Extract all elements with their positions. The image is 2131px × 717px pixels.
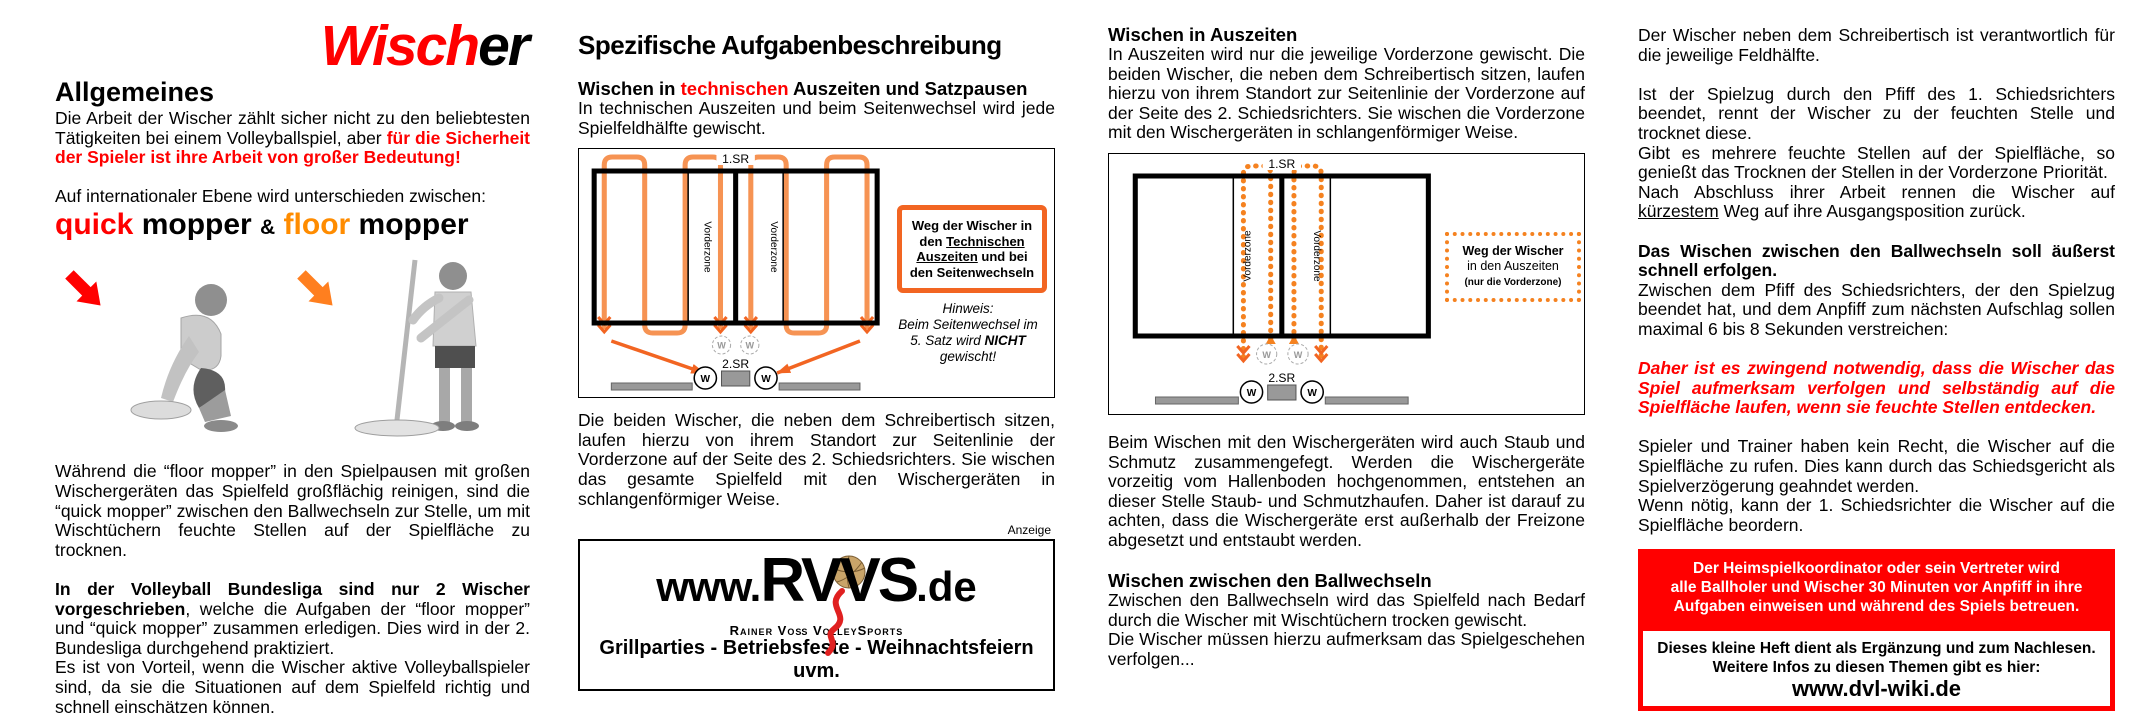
quick-mopper-photo — [103, 258, 293, 448]
redbox-line1: Der Heimspielkoordinator oder sein Vertreter wird — [1693, 560, 2060, 578]
auszeiten-paragraph: In Auszeiten wird nur die jeweilige Vorderzone gewischt. Die beiden Wischer, die neben dem Schreibertisch sitzen, laufen hierzu von ihrem Standort zur Seitenlinie der Vorderzone auf der Seite des 2. Schiedsrichters. Sie wischen die Vorderzone mit den Wischergeräten in schlangenförmiger Weise. — [1108, 44, 1585, 143]
runoff-arrow-right — [777, 341, 860, 373]
floor-quick-description: Während die “floor mopper” in den Spielpausen mit großen Wischergeräten das Spielfeld großflächig reinigen, sind die “quick mopper” zwischen den Ballwechseln zur Stelle, um mit Wischtüchern feuchte Stellen auf der Spielfläche zu trocknen. — [55, 461, 530, 560]
redbox-line3: Aufgaben einweisen und während des Spiels betreuen. — [1673, 598, 2080, 616]
diagram-technische-auszeiten — [578, 148, 1055, 398]
first-referee-label: 1.SR — [722, 152, 750, 167]
mopper2-label: mopper — [350, 208, 469, 242]
svg-text:W: W — [745, 340, 755, 351]
diagram1-note-box — [897, 205, 1047, 293]
second-referee-label-2: 2.SR — [1268, 371, 1296, 385]
svg-text:W: W — [1246, 388, 1257, 399]
svg-text:W: W — [717, 340, 726, 351]
svg-text:W: W — [1293, 350, 1303, 360]
technische-auszeiten-description: Die beiden Wischer, die neben dem Schreibertisch sitzen, laufen hierzu von ihrem Standort zur Seitenlinie der Vorderzone auf der Seite des 2. Schiedsrichters. Sie wischen das gesamte Spielfeld mit den Wischergeräten in schlangenförmiger Weise. — [578, 410, 1055, 509]
svg-text:W: W — [1262, 350, 1271, 360]
heading-wischen-in-auszeiten: Wischen in Auszeiten — [1108, 24, 1298, 45]
column-wischen-in-auszeiten — [1108, 0, 1585, 713]
mopper-photos — [55, 250, 530, 450]
team-bench-right-2 — [1325, 397, 1408, 404]
note-underlined: Technischen Auszeiten — [916, 233, 1025, 265]
pfiff-paragraph: Ist der Spielzug durch den Pfiff des 1. Schiedsrichters beendet, rennt der Wischer zu der feuchten Stelle und trocknet diese. — [1638, 83, 2115, 143]
heading-allgemeines: Allgemeines — [55, 77, 215, 107]
diagram-auszeiten — [1108, 153, 1585, 415]
orange-arrow-icon — [293, 264, 349, 320]
vorderzone-label-right-2: Vorderzone — [1311, 230, 1323, 282]
mopper1-label: mopper — [133, 208, 261, 242]
page-title-red-part: Wisch — [320, 14, 479, 78]
bundesliga-bold: In der Volleyball Bundesliga sind nur 2 Wischer vorgeschrieben — [55, 578, 530, 619]
ballwechsel-paragraph: Zwischen den Ballwechseln wird das Spielfeld nach Bedarf durch die Wischer mit Wischtüchern trocken gewischt. — [1108, 590, 1585, 630]
verantwortung-paragraph: Der Wischer neben dem Schreibertisch ist verantwortlich für die jeweilige Feldhälfte. — [1638, 25, 2115, 65]
infobox-line2: Weitere Infos zu diesen Themen gibt es hier: — [1712, 659, 2041, 677]
ad-subtitle: Rainer Voß VolleySports — [729, 623, 904, 639]
hinweis-title: Hinweis: — [942, 301, 994, 317]
schnell-erfolgen-heading: Das Wischen zwischen den Ballwechseln soll äußerst schnell erfolgen. — [1638, 240, 2115, 281]
intro-paragraph — [55, 109, 530, 168]
zwingend-notwendig-paragraph: Daher ist es zwingend notwendig, dass die Wischer das Spiel aufmerksam verfolgen und selbständig auf die Spielfläche laufen, wenn sie feuchte Stellen entdecken. — [1638, 358, 2115, 418]
floor-label: floor — [275, 208, 351, 242]
anzeige-label: Anzeige — [1007, 523, 1051, 538]
team-bench-left-2 — [1155, 397, 1238, 404]
svg-text:W: W — [700, 374, 711, 386]
levels-line: Auf internationaler Ebene wird unterschieden zwischen: — [55, 185, 486, 206]
dvl-wiki-link[interactable]: www.dvl-wiki.de — [1791, 676, 1962, 702]
kein-recht-paragraph: Spieler und Trainer haben kein Recht, die Wischer auf die Spielfläche zu rufen. Dies kann durch das Schiedsgericht als Spielverzögerung geahndet werden. — [1638, 436, 2115, 496]
vorderzone-label-left-2: Vorderzone — [1242, 230, 1254, 282]
red-swoosh-icon — [812, 587, 858, 657]
sekunden-paragraph: Zwischen dem Pfiff des Schiedsrichters, der den Spielzug beendet hat, und dem Anpfiff zum nächsten Aufschlag sollen maximal 6 bis 8 Sekunden verstreichen: — [1638, 279, 2115, 339]
exit-chevrons-2 — [1237, 346, 1327, 361]
wischer-start-positions — [712, 336, 758, 354]
mopper-types-line — [55, 208, 530, 244]
heading-ballwechsel: Wischen zwischen den Ballwechseln — [1108, 570, 1432, 592]
subheading-technische-auszeiten — [578, 78, 1055, 99]
team-bench-right — [779, 383, 860, 390]
technische-auszeiten-intro: In technischen Auszeiten und beim Seitenwechsel wird jede Spielfeldhälfte gewischt. — [578, 98, 1055, 138]
diagram1-hinweis — [897, 301, 1039, 365]
ad-www: www. — [656, 563, 761, 611]
note2-line1: Weg der Wischer — [1462, 243, 1564, 258]
bundesliga-rest: , welche die Aufgaben der “floor mopper” und “quick mopper” zusammen erledigen. Dies wird in der 2. Bundesliga durchgehend praktiziert. — [55, 598, 530, 658]
note2-line3: (nur die Vorderzone) — [1464, 276, 1562, 288]
column-ablauf-und-regeln — [1638, 0, 2115, 713]
prioritaet-paragraph: Gibt es mehrere feuchte Stellen auf der Spielfläche, so genießt das Trocknen der Stellen in der Vorderzone Priorität. — [1638, 142, 2115, 183]
redbox-line2: alle Ballholer und Wischer 30 Minuten vor Anpfiff in ihre — [1670, 579, 2083, 597]
heading-spezifische-aufgaben: Spezifische Aufgabenbeschreibung — [578, 30, 1002, 60]
rueckweg-underlined: kürzestem — [1638, 201, 1719, 222]
svg-text:W: W — [1307, 388, 1317, 399]
ad-tagline: Grillparties - Betriebsfeste - Weihnachtsfeiern uvm. — [599, 637, 1034, 683]
ad-rvvs: RVVS — [760, 546, 917, 616]
hinweis-a: Beim Seitenwechsel im 5. Satz wird — [898, 317, 1038, 349]
sub-b: Auszeiten und Satzpausen — [788, 78, 1028, 99]
note2-line2: in den Auszeiten — [1467, 259, 1559, 274]
quick-label: quick — [55, 208, 134, 242]
heimspielkoordinator-box — [1638, 549, 2115, 630]
page-title-black-part: er — [478, 14, 528, 78]
scorer-table-2 — [1268, 385, 1296, 400]
intro-text: Die Arbeit der Wischer zählt sicher nicht zu den beliebtesten Tätigkeiten bei einem Volleyballspiel, aber — [55, 108, 530, 148]
vorderzone-label-left: Vorderzone — [701, 221, 713, 273]
sub-a: Wischen in — [578, 78, 681, 99]
rueckweg-a: Nach Abschluss ihrer Arbeit rennen die Wischer auf — [1638, 181, 2115, 202]
rueckweg-b: Weg auf ihre Ausgangsposition zurück. — [1718, 201, 2026, 222]
vorderzone-label-right: Vorderzone — [768, 221, 780, 273]
floor-mopper-photo — [351, 250, 529, 448]
scorer-table — [722, 371, 750, 386]
beordern-paragraph: Wenn nötig, kann der 1. Schiedsrichter die Wischer auf die Spielfläche beordern. — [1638, 495, 2115, 535]
ampersand: & — [260, 216, 276, 240]
info-box — [1638, 626, 2115, 711]
first-referee-label-2: 1.SR — [1268, 157, 1296, 171]
team-bench-left — [611, 383, 692, 390]
column-allgemeines — [55, 0, 531, 717]
note-b: und bei den Seitenwechseln — [909, 249, 1035, 280]
intro-warning-text: für die Sicherheit der Spieler ist ihre Arbeit von großer Bedeutung! — [55, 127, 531, 168]
vorteil-paragraph: Es ist von Vorteil, wenn die Wischer aktive Volleyballspieler sind, da sie die Situationen auf dem Spielfeld richtig und schnell einschätzen können. — [55, 657, 530, 717]
hinweis-nicht: NICHT — [984, 333, 1026, 349]
ad-de: .de — [916, 563, 977, 611]
note-a: Weg der Wischer in den — [911, 218, 1033, 249]
runoff-arrow-left — [611, 341, 704, 373]
second-referee-label: 2.SR — [722, 357, 750, 372]
spielgeschehen-paragraph: Die Wischer müssen hierzu aufmerksam das Spielgeschehen verfolgen... — [1108, 629, 1585, 669]
sub-red: technischen — [680, 78, 789, 99]
rueckweg-paragraph — [1638, 183, 2115, 222]
infobox-line1: Dieses kleine Heft dient als Ergänzung und zum Nachlesen. — [1657, 640, 2096, 658]
rvvs-advertisement[interactable] — [578, 539, 1055, 691]
hinweis-b: gewischt! — [939, 349, 997, 365]
svg-text:W: W — [761, 374, 771, 386]
diagram2-note-box — [1445, 232, 1581, 303]
wischer-start-positions-2 — [1257, 344, 1309, 364]
bundesliga-paragraph — [55, 580, 530, 658]
staub-paragraph: Beim Wischen mit den Wischergeräten wird auch Staub und Schmutz zusammengefegt. Werden die Wischergeräte vorzeitig vom Hallenboden hochgenommen, entstehen an dieser Stelle Staub- und Schmutzhaufen. Daher ist darauf zu achten, dass die Wischergeräte erst außerhalb der Freizone abgesetzt und entstaubt werden. — [1108, 431, 1585, 550]
page-title — [55, 16, 528, 76]
column-spezifische-aufgaben — [578, 0, 1055, 713]
